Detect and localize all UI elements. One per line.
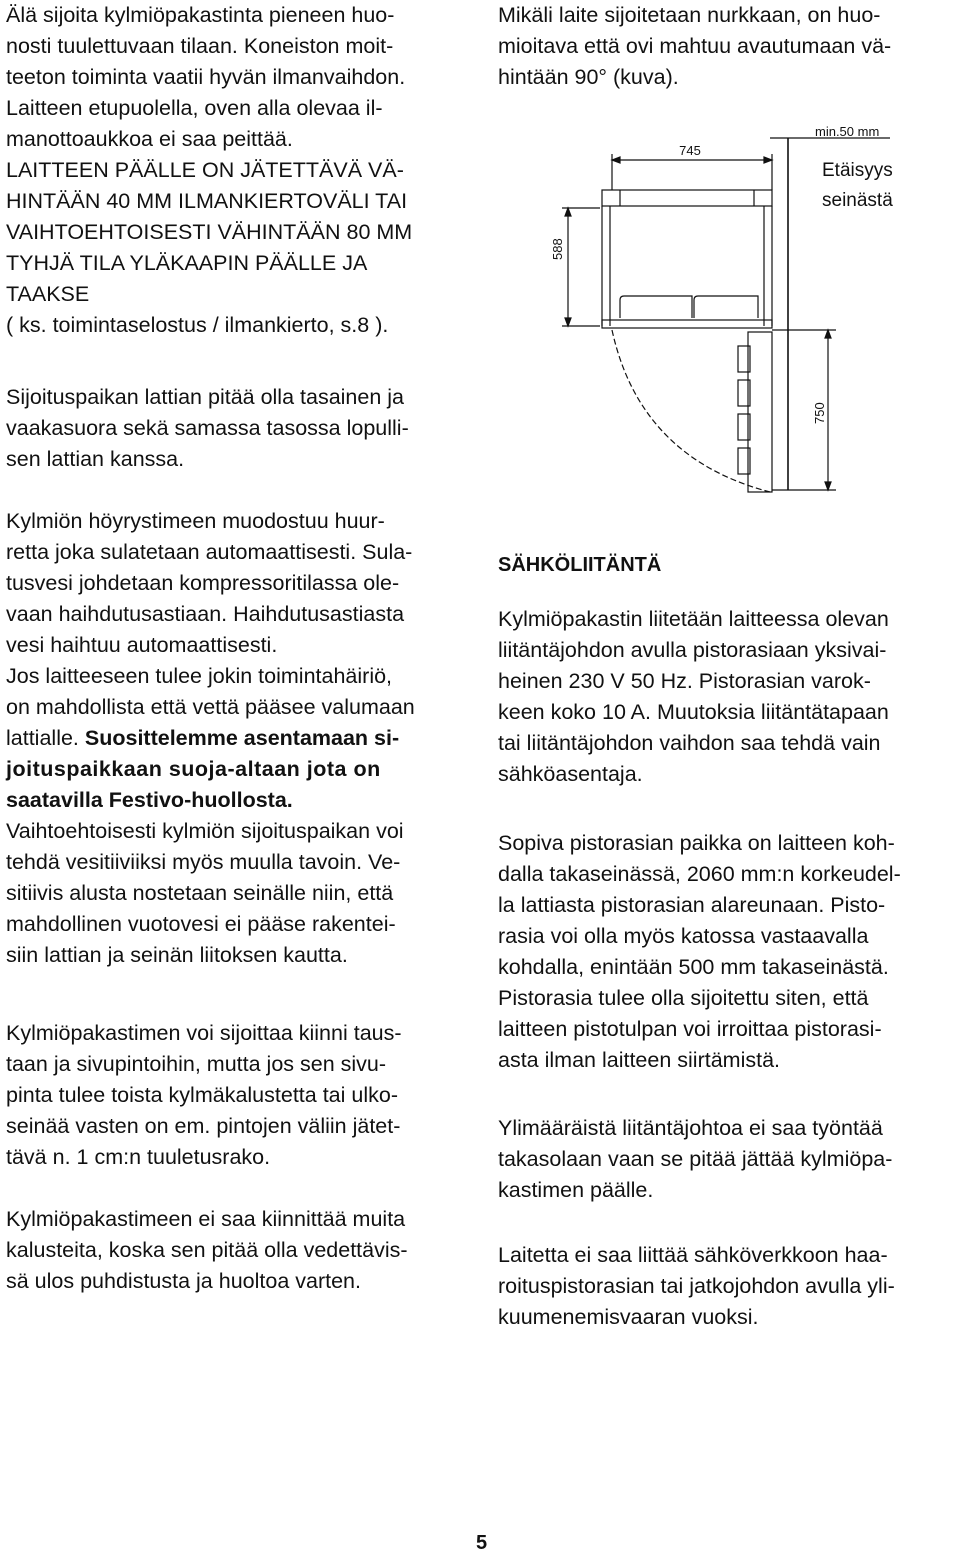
text-line: Mikäli laite sijoitetaan nurkkaan, on huo- xyxy=(498,3,881,27)
text-run: lattialle. xyxy=(6,726,85,750)
text-line: Kylmiöpakastimeen ei saa kiinnittää muita xyxy=(6,1207,406,1231)
text-line: manottoaukkoa ei saa peittää. xyxy=(6,127,293,151)
cabinet-top xyxy=(602,190,772,206)
dimension-label-width: 745 xyxy=(679,143,701,158)
text-line: on mahdollista että vettä pääsee valumaan xyxy=(6,695,415,719)
cabinet-front xyxy=(602,320,772,328)
text-line: sä ulos puhdistusta ja huoltoa varten. xyxy=(6,1269,361,1293)
door-clearance-diagram xyxy=(540,118,920,498)
text-line: heinen 230 V 50 Hz. Pistorasian varok- xyxy=(498,669,871,693)
text-line: tehdä vesitiiviiksi myös muulla tavoin. Ve- xyxy=(6,850,401,874)
text-line: Kylmiöpakastimen voi sijoittaa kiinni taus- xyxy=(6,1021,402,1045)
text-line: vaan haihdutusastiaan. Haihdutusastiasta xyxy=(6,602,405,626)
text-line: TYHJÄ TILA YLÄKAAPIN PÄÄLLE JA xyxy=(6,251,368,275)
bold-text-line: saatavilla Festivo-huollosta. xyxy=(6,788,293,812)
arrow-head xyxy=(764,157,772,163)
text-line: ( ks. toimintaselostus / ilmankierto, s.8 ). xyxy=(6,313,389,337)
text-line: asta ilman laitteen siirtämistä. xyxy=(498,1048,780,1072)
text-line: liitäntäjohdon avulla pistorasiaan yksivai- xyxy=(498,638,887,662)
text-line: kalusteita, koska sen pitää olla vedettävis- xyxy=(6,1238,408,1262)
text-line: TAAKSE xyxy=(6,282,90,306)
text-line: Ylimääräistä liitäntäjohtoa ei saa työntää xyxy=(498,1116,883,1140)
shelf-left xyxy=(620,296,692,318)
text-line: tai liitäntäjohdon vaihdon saa tehdä vain xyxy=(498,731,881,755)
text-line: Pistorasia tulee olla sijoitettu siten, että xyxy=(498,986,869,1010)
text-line: Jos laitteeseen tulee jokin toimintahäiriö, xyxy=(6,664,393,688)
text-line: teeton toiminta vaatii hyvän ilmanvaihdon. xyxy=(6,65,406,89)
text-line: mioitava että ovi mahtuu avautumaan vä- xyxy=(498,34,892,58)
text-line: la lattiasta pistorasian alareunaan. Pisto- xyxy=(498,893,886,917)
text-line: keen koko 10 A. Muutoksia liitäntätapaan xyxy=(498,700,889,724)
text-line: sähköasentaja. xyxy=(498,762,643,786)
text-line: Kylmiöpakastin liitetään laitteessa olevan xyxy=(498,607,889,631)
bold-text-line: joituspaikkaan suoja-altaan jota on xyxy=(6,757,381,781)
text-line: retta joka sulatetaan automaattisesti. Sula- xyxy=(6,540,413,564)
text-line: pinta tulee toista kylmäkalustetta tai ulko- xyxy=(6,1083,398,1107)
text-line: Sopiva pistorasian paikka on laitteen koh- xyxy=(498,831,895,855)
text-line: roituspistorasian tai jatkojohdon avulla yli- xyxy=(498,1274,895,1298)
text-line: hintään 90° (kuva). xyxy=(498,65,679,89)
text-line: seinää vasten on em. pintojen väliin jätet- xyxy=(6,1114,401,1138)
min-gap-label: min.50 mm xyxy=(815,124,880,139)
arrow-head xyxy=(825,482,831,490)
text-line xyxy=(6,723,399,754)
wall-label-line2: seinästä xyxy=(822,190,893,211)
text-line: Laitteen etupuolella, oven alla olevaa il- xyxy=(6,96,383,120)
text-line: Vaihtoehtoisesti kylmiön sijoituspaikan voi xyxy=(6,819,404,843)
text-line: Kylmiön höyrystimeen muodostuu huur- xyxy=(6,509,385,533)
text-line: LAITTEEN PÄÄLLE ON JÄTETTÄVÄ VÄ- xyxy=(6,158,404,182)
text-line: VAIHTOEHTOISESTI VÄHINTÄÄN 80 MM xyxy=(6,220,413,244)
wall-label-line1: Etäisyys xyxy=(822,160,893,181)
page-number: 5 xyxy=(476,1532,488,1554)
text-line: vesi haihtuu automaattisesti. xyxy=(6,633,278,657)
bold-text: Suosittelemme asentamaan si- xyxy=(84,726,400,750)
text-line: tävä n. 1 cm:n tuuletusrako. xyxy=(6,1145,271,1169)
arrow-head xyxy=(565,208,571,216)
dimension-label-depth: 588 xyxy=(550,238,565,260)
shelf-right xyxy=(694,296,758,318)
door-swing-arc xyxy=(612,330,770,492)
text-line: sitiivis alusta nostetaan seinälle niin, että xyxy=(6,881,394,905)
arrow-head xyxy=(565,318,571,326)
arrow-head xyxy=(825,330,831,338)
text-line: kohdalla, enintään 500 mm takaseinästä. xyxy=(498,955,889,979)
open-door xyxy=(748,332,772,492)
text-line: laitteen pistotulpan voi irroittaa pistorasi- xyxy=(498,1017,882,1041)
text-line: kuumenemisvaaran vuoksi. xyxy=(498,1305,759,1329)
text-line: vaakasuora sekä samassa tasossa lopulli- xyxy=(6,416,409,440)
text-line: takasolaan vaan se pitää jättää kylmiöpa- xyxy=(498,1147,893,1171)
text-line: mahdollinen vuotovesi ei pääse rakentei- xyxy=(6,912,396,936)
text-line: Älä sijoita kylmiöpakastinta pieneen huo- xyxy=(6,3,395,27)
text-line: tusvesi johdetaan kompressoritilassa ole- xyxy=(6,571,400,595)
text-line: HINTÄÄN 40 MM ILMANKIERTOVÄLI TAI xyxy=(6,189,408,213)
text-line: taan ja sivupintoihin, mutta jos sen sivu- xyxy=(6,1052,387,1076)
dimension-label-door: 750 xyxy=(812,402,827,424)
text-line: rasia voi olla myös katossa vastaavalla xyxy=(498,924,869,948)
text-line: nosti tuulettuvaan tilaan. Koneiston moit- xyxy=(6,34,394,58)
text-line: sen lattian kanssa. xyxy=(6,447,185,471)
text-line: Laitetta ei saa liittää sähköverkkoon haa- xyxy=(498,1243,888,1267)
section-heading: SÄHKÖLIITÄNTÄ xyxy=(498,554,662,576)
text-line: siin lattian ja seinän liitoksen kautta. xyxy=(6,943,348,967)
text-line: kastimen päälle. xyxy=(498,1178,654,1202)
arrow-head xyxy=(612,157,620,163)
text-line: dalla takaseinässä, 2060 mm:n korkeudel- xyxy=(498,862,901,886)
text-line: Sijoituspaikan lattian pitää olla tasainen ja xyxy=(6,385,405,409)
